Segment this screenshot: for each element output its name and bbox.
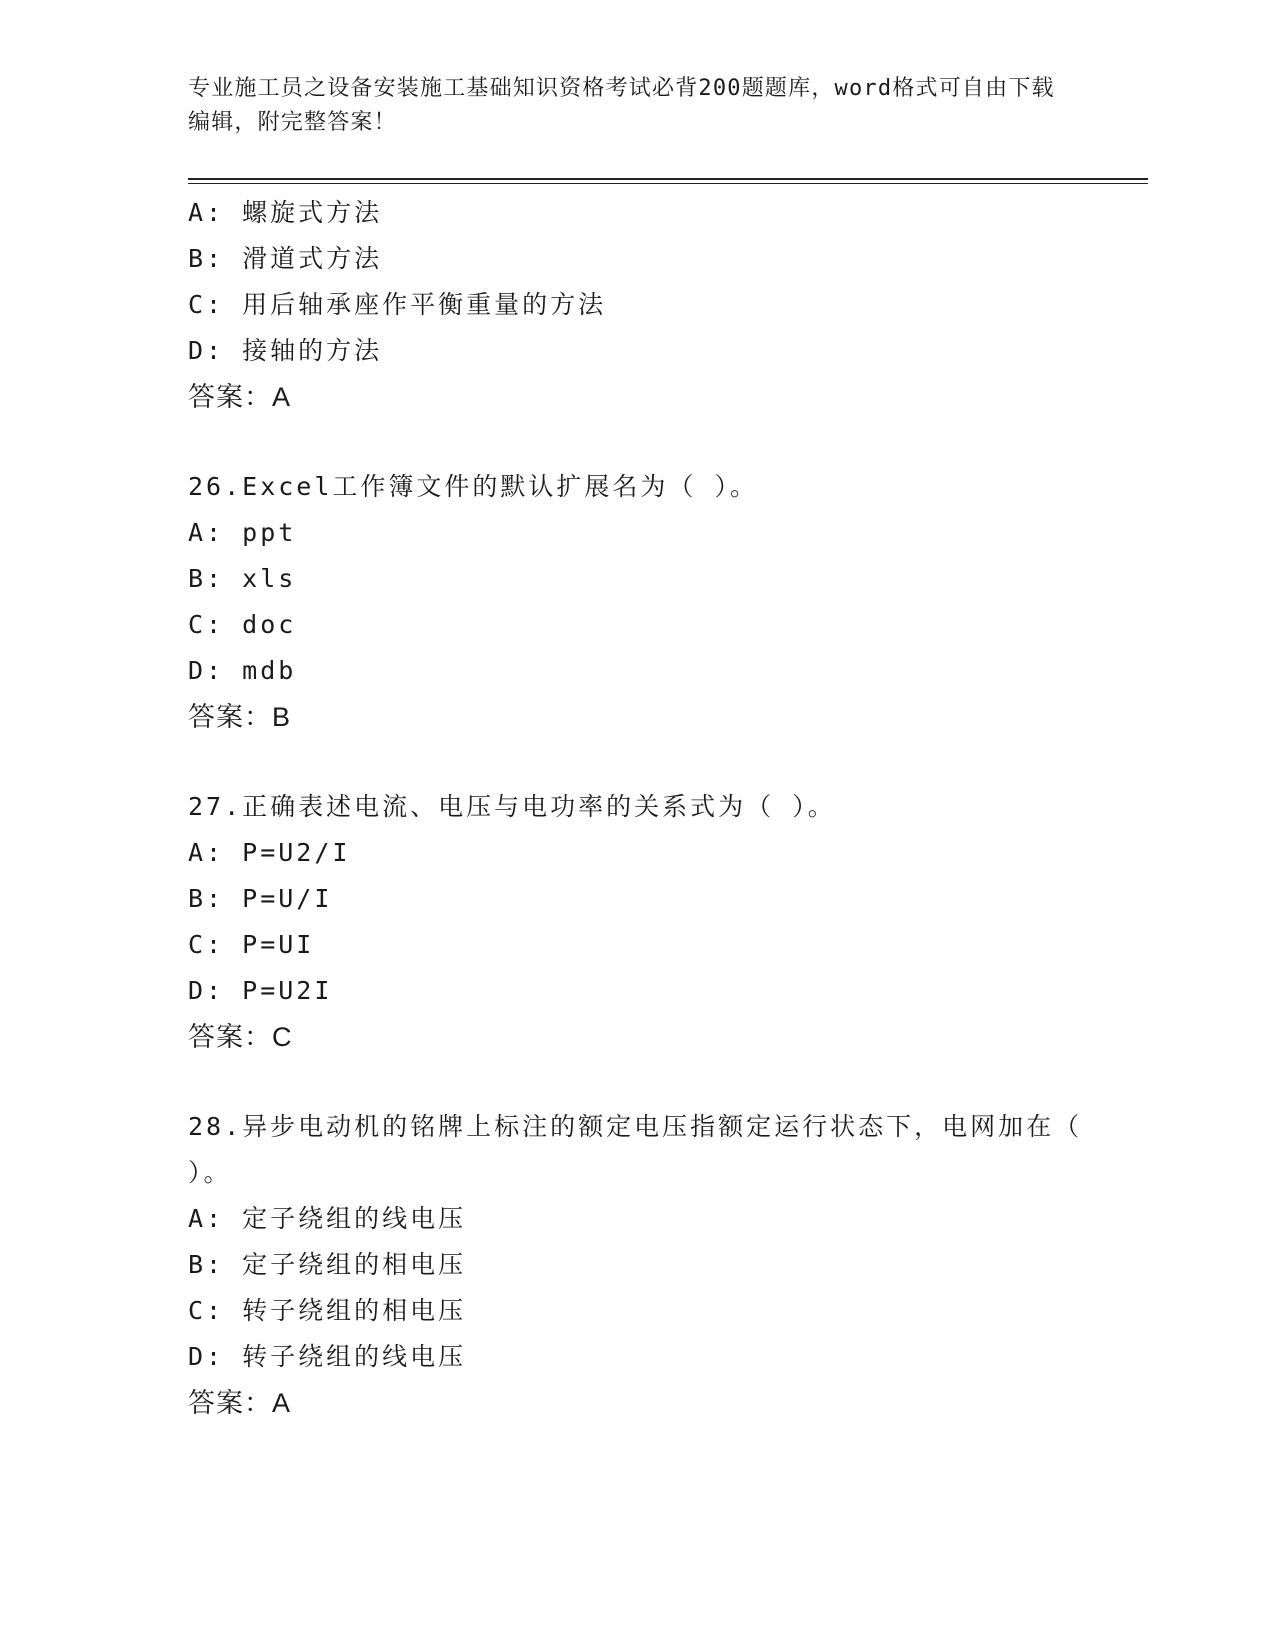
answer-line: 答案：A <box>188 1388 292 1418</box>
option-d: D: mdb <box>188 656 297 685</box>
question-block-26 <box>188 464 1088 740</box>
option-c: C: 转子绕组的相电压 <box>188 1296 467 1325</box>
question-block-27 <box>188 784 1088 1060</box>
option-c: C: 用后轴承座作平衡重量的方法 <box>188 290 607 319</box>
header-divider-thin <box>188 183 1148 184</box>
answer-line: 答案：C <box>188 1022 293 1052</box>
option-b: B: P=U/I <box>188 884 333 913</box>
option-a: A: ppt <box>188 518 297 547</box>
question-stem: 26.Excel工作簿文件的默认扩展名为（ ）。 <box>188 472 758 501</box>
answer-line: 答案：B <box>188 702 292 732</box>
option-c: C: doc <box>188 610 297 639</box>
option-b: B: 滑道式方法 <box>188 244 383 273</box>
option-b: B: 定子绕组的相电压 <box>188 1250 467 1279</box>
question-stem: 28.异步电动机的铭牌上标注的额定电压指额定运行状态下，电网加在（ ）。 <box>188 1112 1083 1187</box>
option-a: A: 螺旋式方法 <box>188 198 383 227</box>
option-d: D: P=U2I <box>188 976 333 1005</box>
question-stem: 27.正确表述电流、电压与电功率的关系式为（ ）。 <box>188 792 836 821</box>
option-d: D: 转子绕组的线电压 <box>188 1342 467 1371</box>
option-d: D: 接轴的方法 <box>188 336 383 365</box>
option-a: A: 定子绕组的线电压 <box>188 1204 467 1233</box>
answer-line: 答案：A <box>188 382 292 412</box>
question-list <box>188 190 1088 1426</box>
option-b: B: xls <box>188 564 297 593</box>
question-block-28 <box>188 1104 1088 1426</box>
question-block-25 <box>188 190 1088 420</box>
header-divider-thick <box>188 178 1148 180</box>
option-a: A: P=U2/I <box>188 838 351 867</box>
document-header-text: 专业施工员之设备安装施工基础知识资格考试必背200题题库，word格式可自由下载编辑，附完整答案！ <box>188 76 1055 135</box>
option-c: C: P=UI <box>188 930 315 959</box>
